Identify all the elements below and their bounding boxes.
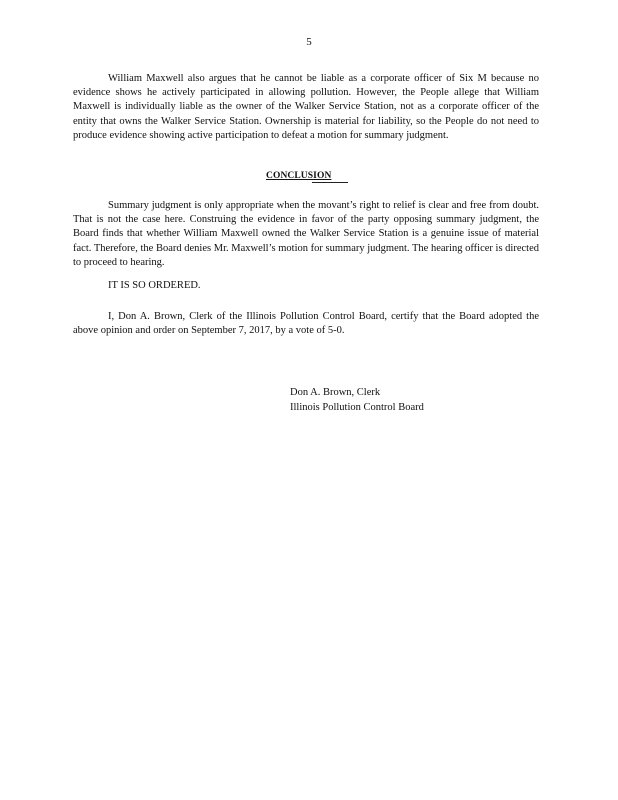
heading-underline bbox=[312, 182, 348, 183]
order-statement: IT IS SO ORDERED. bbox=[108, 280, 201, 291]
page-number: 5 bbox=[306, 36, 312, 48]
signature-block bbox=[290, 386, 424, 415]
signature-name: Don A. Brown, Clerk bbox=[290, 387, 381, 398]
conclusion-heading: CONCLUSION bbox=[266, 171, 332, 181]
signature-organization: Illinois Pollution Control Board bbox=[290, 401, 424, 413]
paragraph-summary-judgment: Summary judgment is only appropriate when the movant’s right to relief is clear and free from doubt. That is not the case here. Construing the evidence in favor of the party opposing summary judgment, the Board finds that whether William Maxwell owned the Walker Service Station is a genuine issue of material fact. Therefore, the Board denies Mr. Maxwell’s motion for summary judgment. The hearing officer is directed to proceed to hearing. bbox=[73, 200, 539, 268]
paragraph-maxwell-argument: William Maxwell also argues that he cannot be liable as a corporate officer of Six M because no evidence shows he actively participated in allowing pollution. However, the People allege that William Maxwell is individually liable as the owner of the Walker Service Station, not as a corporate officer of the entity that owns the Walker Service Station. Ownership is material for liability, so the People do not need to produce evidence showing active participation to defeat a motion for summary judgment. bbox=[73, 73, 539, 141]
paragraph-certification: I, Don A. Brown, Clerk of the Illinois Pollution Control Board, certify that the Board adopted the above opinion and order on September 7, 2017, by a vote of 5-0. bbox=[73, 311, 539, 337]
